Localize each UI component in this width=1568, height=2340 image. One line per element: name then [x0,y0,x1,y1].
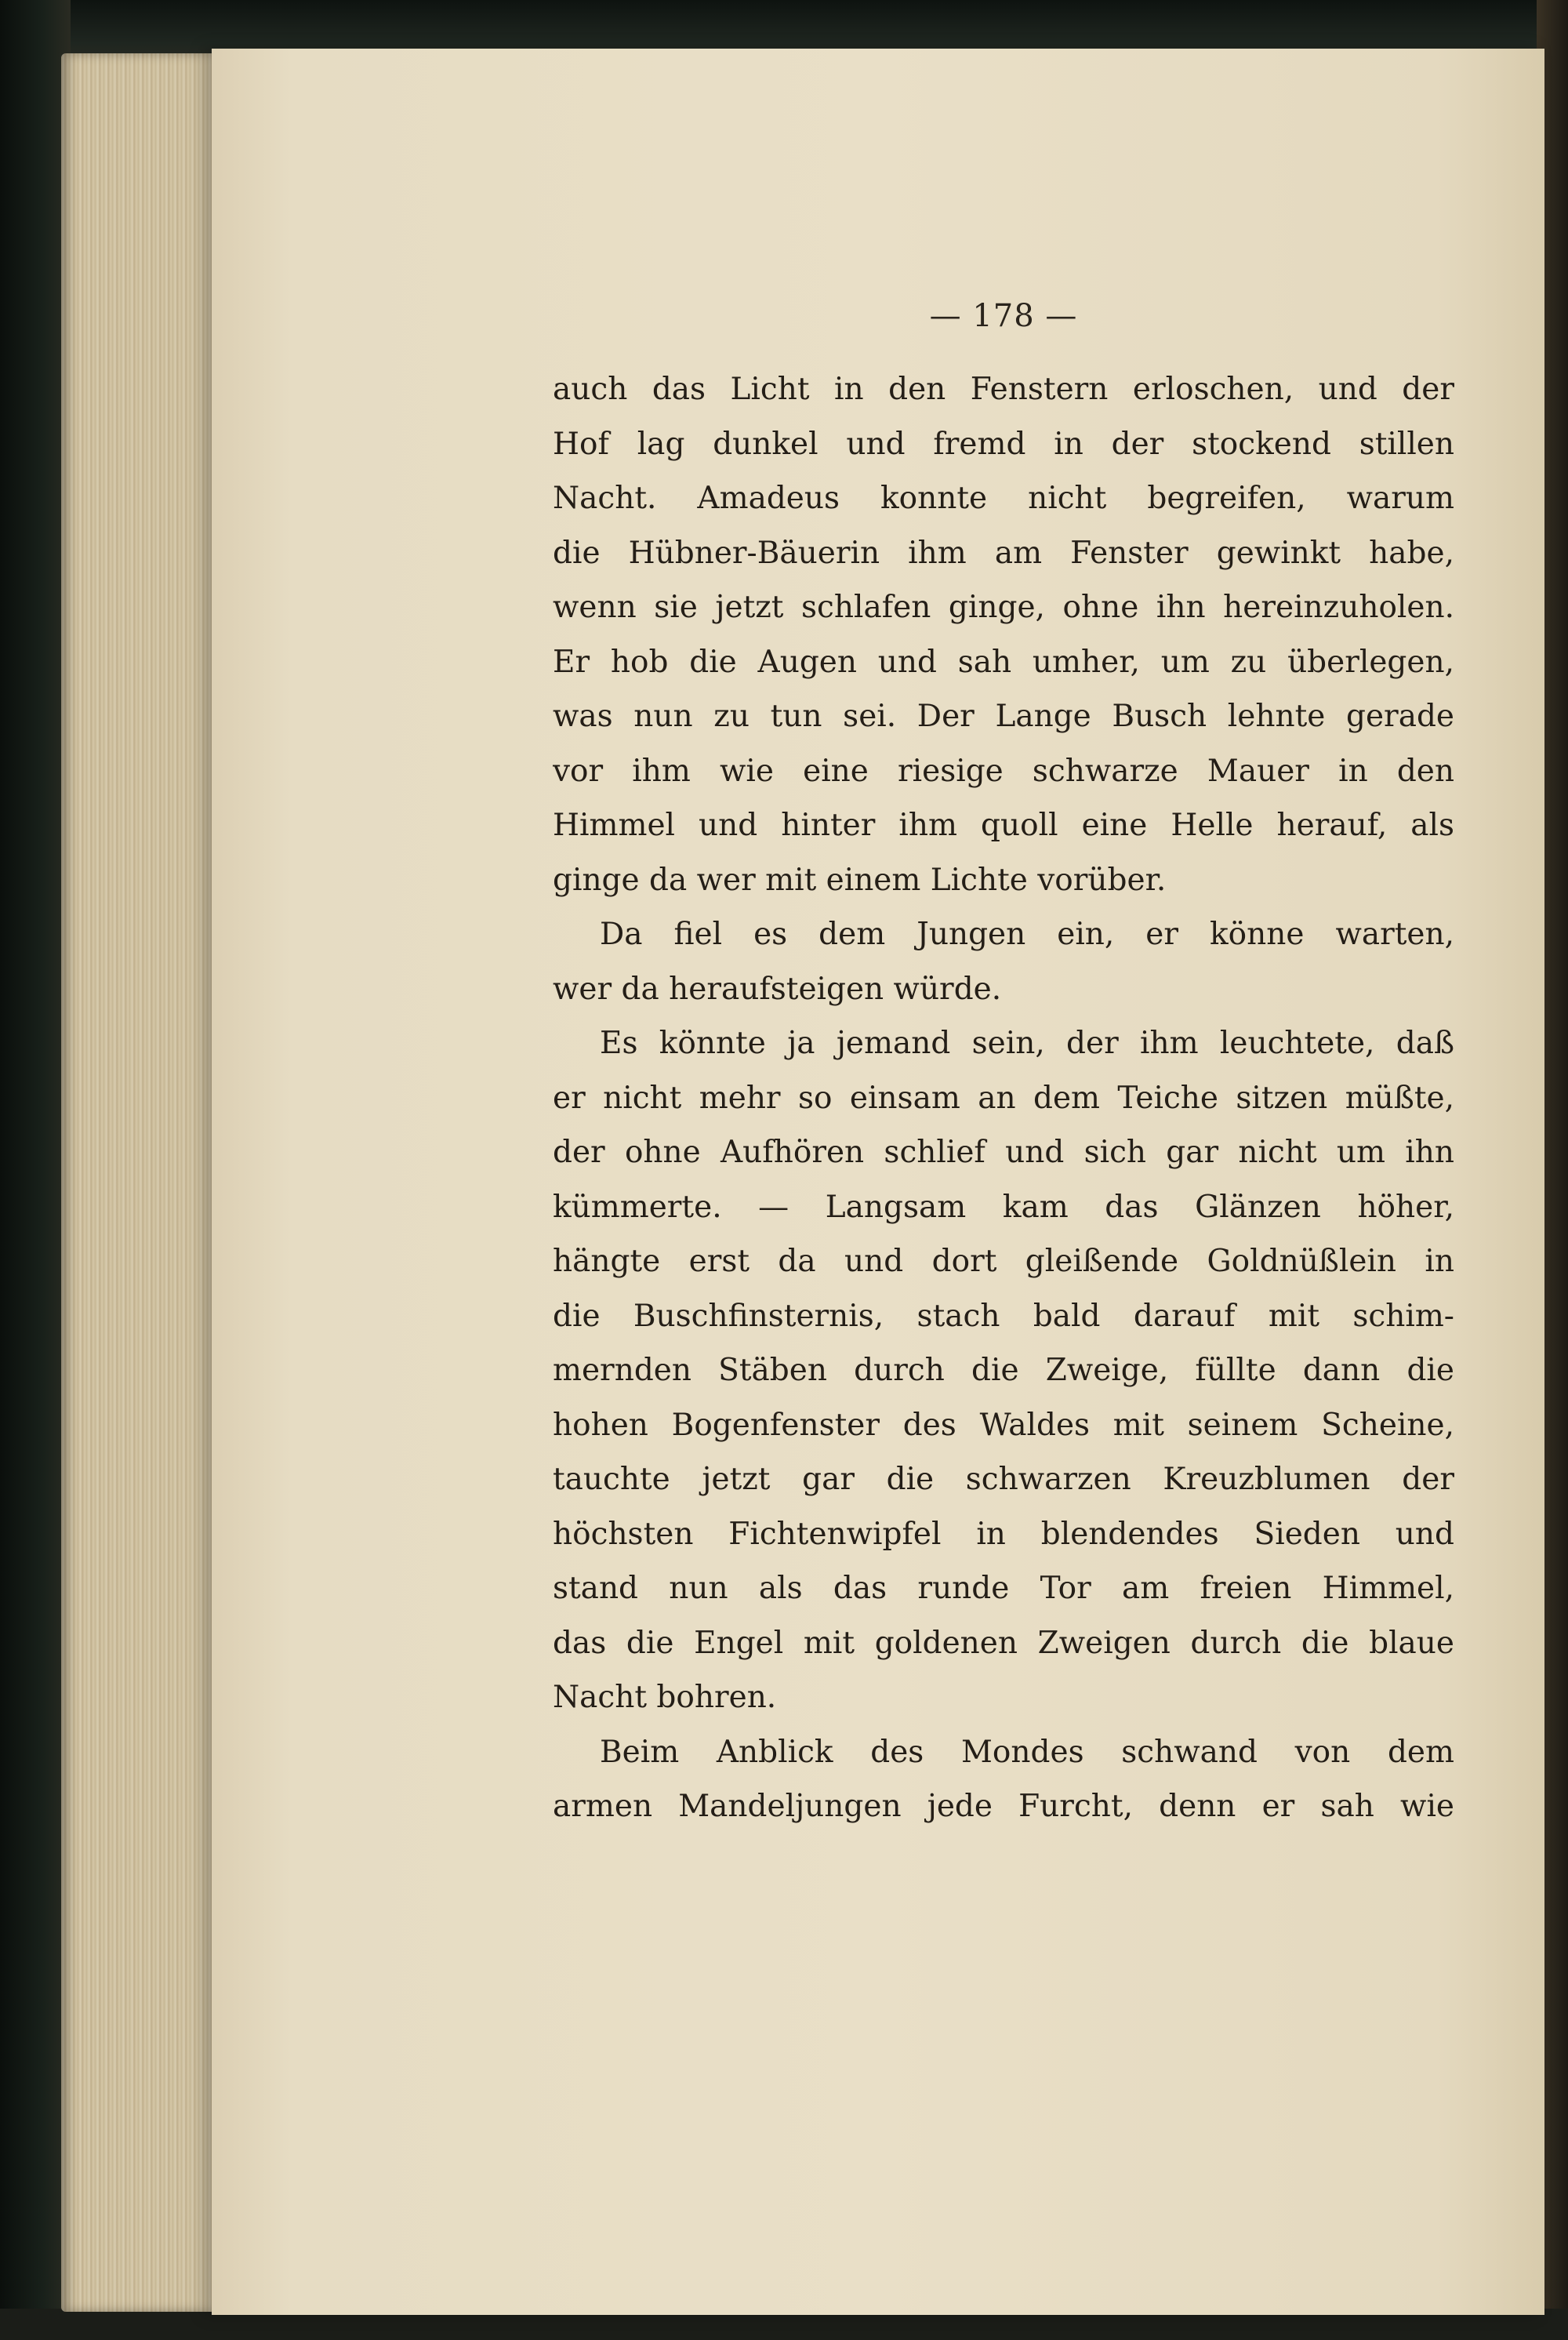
page-stack-edges [61,53,226,2312]
text-line: Hof lag dunkel und fremd in der stockend stillen [553,426,1454,462]
text-line: mernden Stäben durch die Zweige, füllte dann die [553,1353,1454,1388]
text-line: Nacht. Amadeus konnte nicht begreifen, warum [553,481,1454,516]
text-line: hohen Bogenfenster des Waldes mit seinem Scheine, [553,1407,1454,1443]
text-line: Da fiel es dem Jungen ein, er könne warten, [600,917,1454,952]
text-line: Er hob die Augen und sah umher, um zu überlegen, [553,644,1454,680]
text-line: wenn sie jetzt schlafen ginge, ohne ihn hereinzuholen. [553,590,1454,625]
text-line: tauchte jetzt gar die schwarzen Kreuzblumen der [553,1462,1454,1497]
text-line: Himmel und hinter ihm quoll eine Helle herauf, als [553,808,1454,843]
text-line: Nacht bohren. [553,1680,777,1715]
text-line: vor ihm wie eine riesige schwarze Mauer in den [553,753,1454,789]
text-line: höchsten Fichtenwipfel in blendendes Sieden und [553,1516,1454,1552]
text-line: armen Mandeljungen jede Furcht, denn er sah wie [553,1789,1454,1824]
text-line: was nun zu tun sei. Der Lange Busch lehnte gerade [553,699,1454,734]
text-line: er nicht mehr so einsam an dem Teiche sitzen müßte, [553,1080,1454,1116]
text-line: auch das Licht in den Fenstern erloschen, und der [553,372,1454,407]
text-line: die Buschfinsternis, stach bald darauf mit schim- [553,1298,1454,1334]
text-line: ginge da wer mit einem Lichte vorüber. [553,862,1167,898]
body-text [553,362,1454,1834]
text-line: Beim Anblick des Mondes schwand von dem [600,1734,1454,1770]
text-line: wer da heraufsteigen würde. [553,971,1002,1007]
text-line: kümmerte. — Langsam kam das Glänzen höher, [553,1189,1454,1225]
text-line: stand nun als das runde Tor am freien Himmel, [553,1571,1454,1606]
text-line: der ohne Aufhören schlief und sich gar nicht um ihn [553,1135,1454,1170]
text-line: hängte erst da und dort gleißende Goldnüßlein in [553,1244,1454,1279]
text-line: das die Engel mit goldenen Zweigen durch die blaue [553,1625,1454,1661]
text-line: die Hübner-Bäuerin ihm am Fenster gewinkt habe, [553,535,1454,571]
book-binding-left [0,0,71,2340]
page-number: — 178 — [929,298,1078,334]
text-line: Es könnte ja jemand sein, der ihm leuchtete, daß [600,1026,1454,1061]
